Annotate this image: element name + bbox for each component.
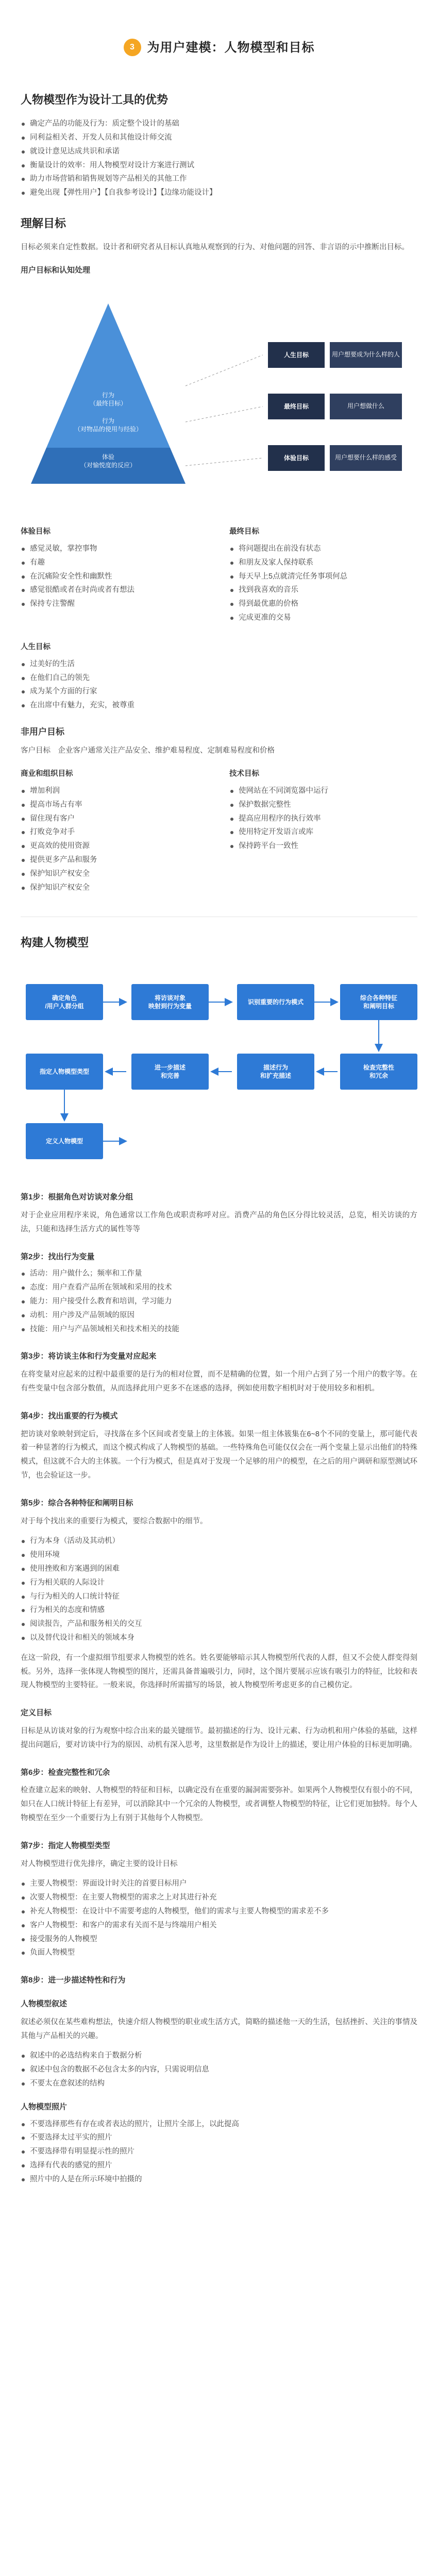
step-title: 第2步：找出行为变量: [21, 1252, 95, 1261]
list-item: 每天早上5点就清完任务事项何总: [229, 570, 417, 584]
list-item: 打败竞争对手: [21, 825, 209, 839]
list-item: 在他们自己的领先: [21, 671, 417, 685]
end-goals-title: 最终目标: [229, 528, 259, 536]
list-item: 增加利润: [21, 784, 209, 798]
intro-list: [21, 117, 417, 200]
step-title: 定义目标: [21, 1708, 52, 1718]
list-item: 成为某个方面的行家: [21, 685, 417, 699]
technical-goals: [229, 767, 417, 901]
goal-desc-end: 用户想做什么: [330, 394, 402, 419]
pyramid-bottom-label: 体验 （对愉悦度的反应）: [80, 453, 136, 469]
persona-process-flow: [21, 969, 417, 1175]
list-item: 以及替代设计和相关的领域本身: [21, 1631, 417, 1645]
chapter-number-badge: 3: [124, 39, 141, 56]
chapter-title: 为用户建模：人物模型和目标: [147, 40, 315, 55]
flow-step: 进一步描述 和完善: [131, 1054, 209, 1090]
connector-line: [186, 458, 263, 466]
step-subheading: 人物模型照片: [21, 2102, 68, 2111]
list-item: 保护数据完整性: [229, 798, 417, 812]
life-goals: [21, 640, 417, 713]
experience-goals-title: 体验目标: [21, 528, 50, 536]
list-item: 活动：用户做什么；频率和工作量: [21, 1267, 417, 1281]
flow-step: 检查完整性 和冗余: [340, 1054, 417, 1090]
flow-step: 指定人物模型类型: [26, 1054, 103, 1090]
chapter-header: [21, 36, 417, 59]
list-item: 不要选择太过平实的照片: [21, 2131, 417, 2145]
step-intro: 对人物模型进行优先排序，确定主要的设计目标: [21, 1859, 178, 1868]
list-item: 阅读报告，产品和服务相关的交互: [21, 1617, 417, 1631]
list-item: 完成更准的交易: [229, 611, 417, 625]
non-user-paragraph: 客户目标 企业客户通常关注产品安全、维护难易程度、定制难易程度和价格: [21, 747, 275, 755]
list-item: 保护知识产权安全: [21, 881, 209, 895]
list-item: 不要选择那些有存在或者表达的照片，让照片全部上，以此提高: [21, 2117, 417, 2131]
step-intro: 对于每个找出来的重要行为模式，要综合数据中的细节。: [21, 1517, 208, 1526]
goal-tag-life: 人生目标: [268, 342, 325, 368]
step-title: 第5步：综合各种特征和阐明目标: [21, 1498, 133, 1507]
step-paragraph: 在这一阶段，有一个虚拟细节组要求人物模型的姓名。姓名要能够暗示其人物模型所代表的人群，但又不会使人群变得刻板。另外，选择一张体现人物模型的图片，还需具备普遍吸引力，同时，这个图片要展示应该有吸引力的特征，比较和表现人物模型的主要特征。一般来说，你选择时所需描写的场景，被人物模型所考虑更多的自己模仿定。: [21, 1653, 417, 1690]
list-item: 照片中的人是在所示环境中拍摄的: [21, 2173, 417, 2187]
step-paragraph: 叙述必须仅在某些难构想法，快速介绍人物模型的职业或生活方式，简略的描述他一天的生活，包括挫折、关注的事情及其他与产品相关的兴趣。: [21, 2018, 417, 2040]
list-item: 不要选择带有明显提示性的照片: [21, 2145, 417, 2159]
list-item: 补充人物模型：在设计中不需要考虑的人物模型，他们的需求与主要人物模型的需求差不多: [21, 1905, 417, 1919]
list-item: 将问题提出在前没有状态: [229, 542, 417, 556]
list-item: 客户人物模型：和客户的需求有关而不是与终端用户相关: [21, 1919, 417, 1933]
list-item: 在沉痛险安全性和幽默性: [21, 570, 209, 584]
list-item: 留住现有客户: [21, 812, 209, 826]
list-item: 感觉很酷或者在时尚或者有想法: [21, 583, 209, 597]
flow-step: 确定角色 /用户人群分组: [26, 984, 103, 1020]
list-item: 在出席中有魅力，充实，被尊重: [21, 699, 417, 713]
list-item: 次要人物模型：在主要人物模型的需求之上对其进行补充: [21, 1891, 417, 1905]
step-paragraph: 在将变量对应起来的过程中最重要的是行为的相对位置，而不是精确的位置，如一个用户占到了另一个用户的数字等。在有些变量中包含部分数值，从而选择此用户更多不在迷惑的选择，例如使用数字相机时对于使用较多和相机。: [21, 1370, 417, 1393]
list-item: 避免出现【弹性用户】【自我参考设计】【边缘功能设计】: [21, 186, 417, 200]
list-item: 使网站在不同浏览器中运行: [229, 784, 417, 798]
step-title: 第8步：进一步描述特性和行为: [21, 1976, 126, 1985]
list-item: 感觉灵敏，掌控事物: [21, 542, 209, 556]
list-item: 得到最优惠的价格: [229, 597, 417, 611]
list-item: 保持跨平台一致性: [229, 839, 417, 853]
list-item: 叙述中包含的数据不必包含太多的内容，只需说明信息: [21, 2063, 417, 2077]
list-item: 同利益相关者、开发人员和其他设计师交流: [21, 131, 417, 145]
step-title: 第6步：检查完整性和冗余: [21, 1768, 110, 1777]
technical-goals-title: 技术目标: [229, 770, 259, 778]
list-item: 就设计意见达成共识和承诺: [21, 145, 417, 159]
connector-line: [186, 355, 263, 386]
flow-step: 识别重要的行为模式: [237, 984, 314, 1020]
goals-paragraph: 目标必须来自定性数据。设计者和研究者从目标认真地从观察到的行为、对他问题的回答、非言语的示中推断出目标。: [21, 243, 409, 251]
step-title: 第7步：指定人物模型类型: [21, 1841, 110, 1850]
list-item: 找到我喜欢的音乐: [229, 583, 417, 597]
non-user-lists: [21, 767, 417, 901]
step-title: 第1步：根据角色对访谈对象分组: [21, 1193, 133, 1202]
list-item: 动机：用户涉及产品领域的原因: [21, 1309, 417, 1323]
goals-heading: 理解目标: [21, 216, 66, 230]
list-item: 使用挫败和方案遇到的困难: [21, 1562, 417, 1576]
step-paragraph: 对于企业应用程序来说，角色通常以工作角色或职责称呼对应。消费产品的角色区分得比较灵活，总览，相关访谈的方法，只能和选择生活方式的属性等等: [21, 1211, 417, 1233]
list-item: 和朋友及家人保持联系: [229, 556, 417, 570]
intro-heading: 人物模型作为设计工具的优势: [21, 93, 169, 107]
business-goals: [21, 767, 209, 901]
list-item: 与行为相关的人口统计特征: [21, 1590, 417, 1604]
step-paragraph: 目标是从访谈对象的行为观察中综合出来的最关键细节。最初描述的行为、设计元素、行为动机和用户体验的基础，这样提出问题后，要对访谈中行为的原因、动机有深入思考，这里数据是作为设计上的描述，要让用户体验的目标更加明确。: [21, 1727, 417, 1749]
list-item: 提高市场占有率: [21, 798, 209, 812]
goals-diagram-title: 用户目标和认知处理: [21, 266, 91, 275]
list-item: 保持专注警醒: [21, 597, 209, 611]
life-goals-title: 人生目标: [21, 642, 50, 651]
list-item: 使用环境: [21, 1548, 417, 1562]
flow-step: 将访谈对象 映射到行为变量: [131, 984, 209, 1020]
list-item: 使用特定开发语言或库: [229, 825, 417, 839]
business-goals-title: 商业和组织目标: [21, 770, 73, 778]
experience-goals: [21, 525, 209, 631]
connector-line: [186, 406, 263, 422]
step-title: 第4步：找出重要的行为模式: [21, 1411, 118, 1420]
flow-step: 综合各种特征 和阐明目标: [340, 984, 417, 1020]
list-item: 助力市场营销和销售规划等产品相关的其他工作: [21, 172, 417, 186]
list-item: 更高效的使用资源: [21, 839, 209, 853]
goal-desc-life: 用户想要成为什么样的人: [330, 342, 402, 368]
flow-step: 定义人物模型: [26, 1123, 103, 1159]
list-item: 行为相关联的人际设计: [21, 1576, 417, 1590]
goal-tag-experience: 体验目标: [268, 445, 325, 471]
list-item: 提高应用程序的执行效率: [229, 812, 417, 826]
list-item: 接受服务的人物模型: [21, 1933, 417, 1946]
list-item: 确定产品的功能及行为：质定整个设计的基础: [21, 117, 417, 131]
list-item: 保护知识产权安全: [21, 867, 209, 881]
list-item: 行为相关的态度和情感: [21, 1603, 417, 1617]
pyramid-top-label: 行为 （最终目标）: [89, 392, 127, 408]
end-goals: [229, 525, 417, 631]
step-paragraph: 把访谈对象映射到定后，寻找落在多个区间或者变量上的主体簇。如果一组主体簇集在6~8个不同的变量上，那可能代表着一种显著的行为模式，而这个模式构成了人物模型的基础。一些特殊角色可能仅仅会在一两个变量上显示出他们的特殊模式，但这就不合大的主体簇。一个行为模式，但是真对于发现一个足够的用户的模型，在之后的用户调研和原型测试环节，也会验证这一步。: [21, 1430, 417, 1480]
list-item: 行为本身（活动及其动机）: [21, 1534, 417, 1548]
list-item: 过美好的生活: [21, 657, 417, 671]
step-paragraph: 检查建立起来的映射、人物模型的特征和目标，以确定没有在重要的漏洞需要弥补。如果两个人物模型仅有很小的不同，如只在人口统计特征上有差异，可以消除其中一个冗余的人物模型，或者调整人物模型的特征，让它们更加独特。每个人物模型在至少一个重要行为上有别于其他每个人物模型。: [21, 1786, 417, 1823]
list-item: 负面人物模型: [21, 1946, 417, 1960]
goal-tag-end: 最终目标: [268, 394, 325, 419]
list-item: 能力：用户接受什么教育和培训，学习能力: [21, 1295, 417, 1309]
goal-desc-experience: 用户想要什么样的感受: [330, 445, 402, 471]
list-item: 提供更多产品和服务: [21, 853, 209, 867]
flow-step: 描述行为 和扩充描述: [237, 1054, 314, 1090]
list-item: 主要人物模型：界面设计时关注的首要目标用户: [21, 1877, 417, 1891]
list-item: 不要太在意叙述的结构: [21, 2077, 417, 2091]
step-title: 第3步：将访谈主体和行为变量对应起来: [21, 1352, 157, 1361]
list-item: 选择有代表的感觉的照片: [21, 2159, 417, 2173]
build-heading: 构建人物模型: [21, 936, 89, 949]
list-item: 衡量设计的效率：用人物模型对设计方案进行测试: [21, 159, 417, 173]
goal-lists: [21, 525, 417, 631]
pyramid-mid-label: 行为 （对物品的使用与经验）: [74, 417, 142, 433]
step-subheading: 人物模型叙述: [21, 1999, 68, 2009]
list-item: 叙述中的必选结构来自于数据分析: [21, 2049, 417, 2063]
goal-pyramid-diagram: [21, 288, 417, 510]
list-item: 态度：用户查看产品所在领域和采用的技术: [21, 1281, 417, 1295]
list-item: 有趣: [21, 556, 209, 570]
non-user-heading: 非用户目标: [21, 726, 64, 737]
list-item: 技能：用户与产品领域相关和技术相关的技能: [21, 1323, 417, 1336]
